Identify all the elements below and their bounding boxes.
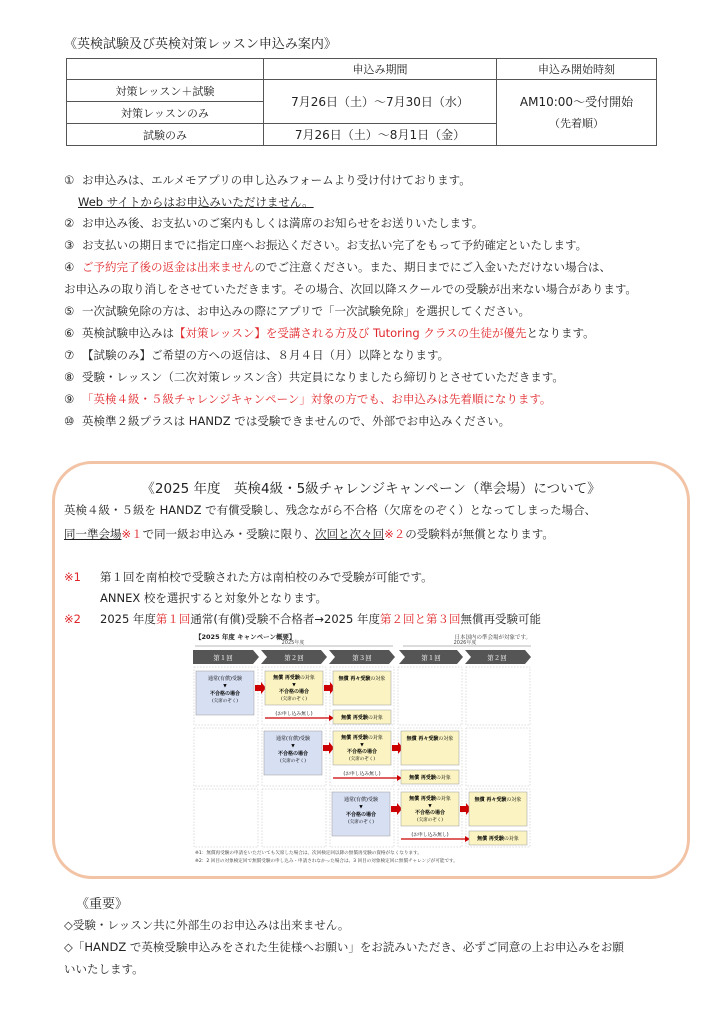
important-2-cont: いいたします。: [64, 962, 144, 976]
svg-text:無償 再々受験の対象: 無償 再々受験の対象: [338, 676, 386, 682]
svg-text:(欠席のぞく): (欠席のぞく): [416, 818, 444, 823]
no-apply-label: (お申し込み無し): [411, 833, 449, 838]
no-apply-label: (お申し込み無し): [343, 772, 381, 777]
svg-text:無償 再受験の対象: 無償 再受験の対象: [409, 775, 451, 781]
svg-text:通常(有償)受験: 通常(有償)受験: [344, 797, 378, 803]
row2-free3-box: [401, 770, 459, 784]
svg-text:第２回: 第２回: [487, 654, 507, 662]
svg-text:不合格の場合: 不合格の場合: [278, 689, 310, 695]
svg-text:(欠席のぞく): (欠席のぞく): [280, 697, 308, 702]
svg-text:第３回: 第３回: [352, 654, 372, 662]
round-5-header: [465, 650, 531, 664]
round-1-header: [193, 650, 259, 664]
row-label: 対策レッスンのみ: [67, 102, 264, 124]
svg-text:無償 再受験の対象: 無償 再受験の対象: [341, 715, 383, 721]
footnote-1-cont: ANNEX 校を選択すると対象外となります。: [100, 591, 327, 605]
svg-text:(欠席のぞく): (欠席のぞく): [348, 757, 376, 762]
note-4-cont: お申込みの取り消しをさせていただきます。その場合、次回以降スクールでの受験が出来ない場合があります。: [64, 282, 637, 296]
svg-text:第２回: 第２回: [284, 654, 304, 662]
footnote-2: ※2 2025 年度第１回通常(有償)受験不合格者→2025 年度第２回と第３回無償再受験可能: [64, 612, 541, 626]
no-apply-label: (お申し込み無し): [275, 712, 313, 717]
row3-normal-box: [332, 792, 390, 836]
svg-text:無償 再受験の対象: 無償 再受験の対象: [273, 675, 315, 681]
note-7: ⑦ 【試験のみ】ご希望の方への返信は、８月４日（月）以降となります。: [64, 348, 450, 362]
note-5: ⑤ 一次試験免除の方は、お申込みの際にアプリで「一次試験免除」を選択してください。: [64, 304, 531, 318]
table-header-start: 申込み開始時刻: [497, 59, 657, 80]
important-2: ◇「HANDZ で英検受験申込みをされた生徒様へお願い」をお読みいただき、必ずご同意の上お申込みをお願: [64, 940, 624, 954]
row3-free3-box: [469, 831, 527, 845]
svg-text:通常(有償)受験: 通常(有償)受験: [276, 736, 310, 742]
table-header-period: 申込み期間: [264, 59, 497, 80]
period-cell: 7月26日（土）〜8月1日（金）: [264, 124, 497, 146]
table-header-row: [67, 59, 657, 80]
row1-free3-box: [333, 710, 391, 724]
diagram-footnote-2: ※2：2 回目の対象検定回で無償受験の申し込み・申請されなかった場合は、3 回目の対象検定回に無償チャレンジが可能です。: [195, 859, 458, 864]
table-header-cell: [67, 59, 264, 80]
fy2026-label: 2026年度: [453, 640, 477, 646]
svg-text:第１回: 第１回: [421, 654, 441, 662]
svg-text:無償 再受験の対象: 無償 再受験の対象: [409, 796, 451, 802]
arrow-icon: [323, 742, 334, 754]
svg-text:不合格の場合: 不合格の場合: [346, 749, 378, 755]
svg-text:▼: ▼: [428, 804, 432, 809]
diagram-title: 【2025 年度 キャンペーン概要】: [195, 633, 296, 641]
note-8: ⑧ 受験・レッスン（二次対策レッスン含）共定員になりましたら締切りとさせていただきます。: [64, 370, 564, 384]
period-cell: 7月26日（土）〜7月30日（水）: [264, 80, 497, 124]
svg-text:第１回: 第１回: [213, 654, 233, 662]
svg-text:(欠席のぞく): (欠席のぞく): [347, 820, 375, 825]
note-10: ⑩ 英検準２級プラスは HANDZ では受験できませんので、外部でお申込みください。: [64, 414, 511, 428]
note-9: ⑨ 「英検４級・５級チャレンジキャンペーン」対象の方でも、お申込みは先着順になります。: [64, 392, 552, 406]
row3-free-box: [401, 792, 459, 826]
svg-text:不合格の場合: 不合格の場合: [414, 810, 446, 816]
campaign-title: 《2025 年度 英検4級・5級チャレンジキャンペーン（準会場）について》: [141, 481, 601, 497]
footnote-1: ※1 第１回を南柏校で受験された方は南柏校のみで受験が可能です。: [64, 570, 433, 584]
svg-text:▼: ▼: [360, 743, 364, 748]
svg-text:(欠席のぞく): (欠席のぞく): [279, 759, 307, 764]
round-3-header: [329, 650, 395, 664]
round-4-header: [399, 650, 463, 664]
campaign-line-1: 英検４級・５級を HANDZ で有償受験し、残念ながら不合格（欠席をのぞく）となってしまった場合、: [64, 503, 597, 517]
svg-text:不合格の場合: 不合格の場合: [277, 751, 309, 757]
svg-text:無償 再々受験の対象: 無償 再々受験の対象: [474, 797, 522, 803]
arrow-icon: [391, 803, 402, 815]
start-time-cell: [497, 80, 657, 146]
diagram-footnote-1: ※1：無償再受験の申請をいただいても欠席した場合は、次回検定回以降の無償再受験の資格がなくなります。: [195, 851, 422, 856]
svg-text:▼: ▼: [359, 805, 363, 810]
note-6: ⑥ 英検試験申込みは【対策レッスン】を受講される方及び Tutoring クラスの生徒が優先となります。: [64, 326, 595, 340]
diagram-note: 日本国内の準会場が対象です。: [454, 635, 531, 641]
note-3: ③ お支払いの期日までに指定口座へお振込ください。お支払い完了をもって予約確定といたします。: [64, 238, 588, 252]
round-2-header: [261, 650, 327, 664]
important-title: 《重要》: [76, 897, 129, 912]
svg-text:無償 再受験の対象: 無償 再受験の対象: [341, 735, 383, 741]
page-title: 《英検試験及び英検対策レッスン申込み案内》: [64, 37, 337, 52]
campaign-diagram: [193, 630, 533, 864]
note-2: ② お申込み後、お支払いのご案内もしくは満席のお知らせをお送りいたします。: [64, 216, 484, 230]
start-note: （先着順）: [549, 116, 604, 130]
row3-free2-box: [469, 792, 527, 826]
svg-text:▼: ▼: [292, 683, 296, 688]
row-label: 試験のみ: [67, 124, 264, 146]
note-4: ④ ご予約完了後の返金は出来ませんのでご注意ください。また、期日までにご入金いただけない場合は、: [64, 260, 611, 274]
svg-text:無償 再受験の対象: 無償 再受験の対象: [477, 836, 519, 842]
svg-text:(欠席のぞく): (欠席のぞく): [211, 699, 239, 704]
row1-free2-box: [333, 671, 391, 705]
important-1: ◇受験・レッスン共に外部生のお申込みは出来ません。: [64, 918, 350, 932]
row-label: 対策レッスン＋試験: [67, 80, 264, 102]
arrow-icon: [255, 682, 266, 694]
fy2025-label: 2025年度: [281, 640, 305, 646]
svg-text:通常(有償)受験: 通常(有償)受験: [208, 676, 242, 682]
row2-normal-box: [264, 731, 322, 775]
svg-text:無償 再々受験の対象: 無償 再々受験の対象: [406, 736, 454, 742]
start-time: AM10:00〜受付開始: [519, 94, 634, 109]
note-1: ① お申込みは、エルメモアプリの申し込みフォームより受け付けております。: [64, 173, 471, 187]
table-row: [67, 80, 657, 102]
svg-text:不合格の場合: 不合格の場合: [345, 812, 377, 818]
row2-free2-box: [401, 731, 459, 765]
row1-normal-box: [196, 671, 254, 715]
note-1-web: Web サイトからはお申込みいただけません。: [78, 195, 314, 209]
svg-text:▼: ▼: [223, 684, 227, 689]
svg-text:不合格の場合: 不合格の場合: [209, 691, 241, 697]
row1-free-box: [265, 671, 323, 705]
schedule-table: [66, 58, 657, 146]
row2-free-box: [333, 731, 391, 765]
campaign-line-2: 同一準会場※１で同一級お申込み・受験に限り、次回と次々回※２の受験料が無償となります。: [64, 527, 554, 541]
svg-text:▼: ▼: [291, 744, 295, 749]
